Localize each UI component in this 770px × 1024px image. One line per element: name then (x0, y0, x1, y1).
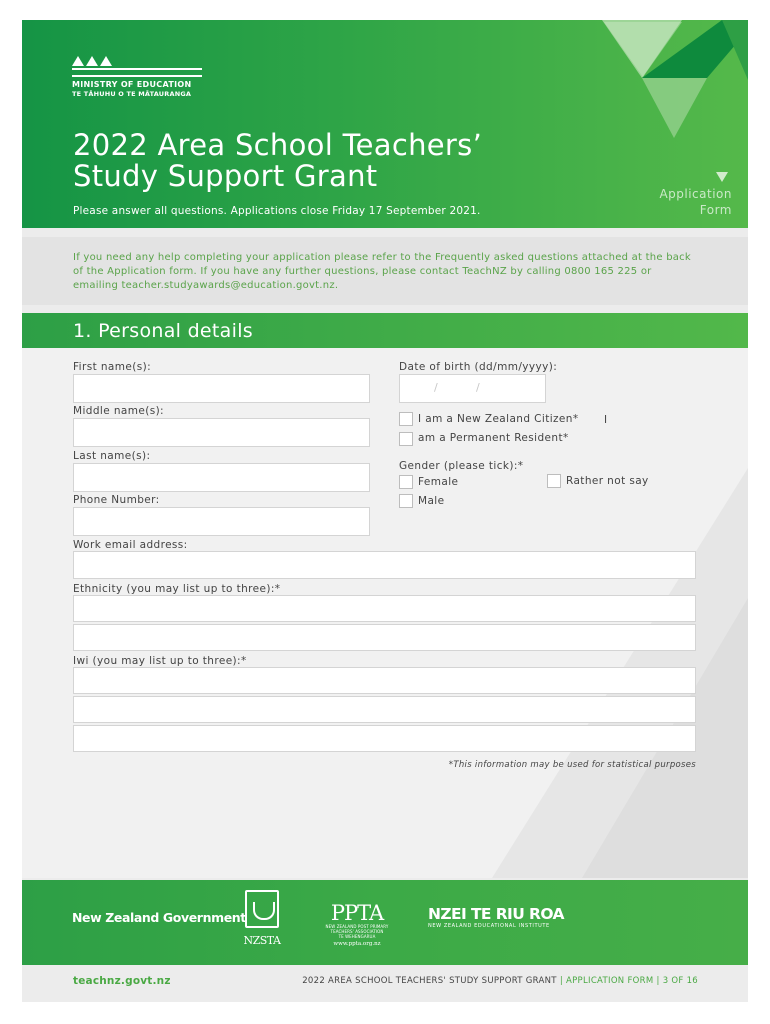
iwi-label: Iwi (you may list up to three):* (73, 655, 247, 667)
section-header (22, 313, 748, 348)
last-name-label: Last name(s): (73, 450, 151, 462)
form-page (22, 20, 748, 1002)
male-checkbox[interactable] (399, 494, 413, 508)
title-line2: Study Support Grant (73, 159, 378, 193)
page-info-kind: APPLICATION FORM (566, 976, 654, 986)
application-form-tag (659, 172, 732, 218)
header-triangles (22, 20, 748, 228)
ethnicity-label: Ethnicity (you may list up to three):* (73, 583, 281, 595)
nzsta-book-icon (245, 890, 279, 928)
tag-line1: Application (659, 187, 732, 201)
ppta-text: PPTA (330, 901, 384, 925)
site-link[interactable]: teachnz.govt.nz (73, 975, 171, 987)
page-title (73, 130, 482, 192)
nzsta-text: NZSTA (243, 934, 281, 947)
ethnicity-field-1[interactable] (73, 595, 696, 622)
logo-line1: MINISTRY OF EDUCATION (72, 80, 192, 89)
nzei-logo (428, 905, 564, 929)
triangle-down-icon (716, 172, 728, 182)
citizen-checkbox[interactable] (399, 412, 413, 426)
first-name-field[interactable] (73, 374, 370, 403)
dob-field[interactable] (399, 374, 546, 403)
phone-field[interactable] (73, 507, 370, 536)
rather-not-say-checkbox[interactable] (547, 474, 561, 488)
citizen-label: I am a New Zealand Citizen* (418, 413, 579, 425)
ppta-url: www.ppta.org.nz (333, 941, 381, 947)
statistics-note: *This information may be used for statistical purposes (448, 760, 696, 770)
personal-details-form (22, 348, 748, 878)
logo-line2: TE TĀHUHU O TE MĀTAURANGA (72, 90, 192, 98)
iwi-field-3[interactable] (73, 725, 696, 752)
middle-name-field[interactable] (73, 418, 370, 447)
ppta-small-3: TE WEHENGARUA (338, 934, 376, 939)
help-info-box: If you need any help completing your application please refer to the Frequently asked questions attached at the back of the Application form. If you have any further questions, please contact TeachNZ by calling 0800 165 225 or emailing teacher.studyawards@education.govt.nz. (22, 237, 748, 305)
page-info-sep1: | (559, 976, 563, 986)
logo-peaks-icon (72, 56, 202, 66)
nzei-text: NZEI TE RIU ROA (428, 905, 564, 923)
nz-government-logo: New Zealand Government (72, 910, 246, 925)
ppta-small-2: TEACHERS' ASSOCIATION (330, 929, 384, 934)
page-info-title: 2022 AREA SCHOOL TEACHERS' STUDY SUPPORT GRANT (302, 976, 557, 986)
male-label: Male (418, 495, 445, 507)
email-label: Work email address: (73, 539, 188, 551)
ethnicity-field-2[interactable] (73, 624, 696, 651)
section-title: 1. Personal details (73, 320, 253, 342)
triangle-mid (642, 78, 707, 138)
page-number: 3 OF 16 (662, 976, 698, 986)
female-checkbox[interactable] (399, 475, 413, 489)
citizen-or-mark: I (604, 414, 608, 426)
resident-checkbox[interactable] (399, 432, 413, 446)
footer-logos (22, 880, 748, 965)
tag-line2: Form (699, 203, 732, 217)
page-info (302, 976, 698, 986)
middle-name-label: Middle name(s): (73, 405, 164, 417)
phone-label: Phone Number: (73, 494, 160, 506)
last-name-field[interactable] (73, 463, 370, 492)
iwi-field-2[interactable] (73, 696, 696, 723)
female-label: Female (418, 476, 459, 488)
iwi-field-1[interactable] (73, 667, 696, 694)
first-name-label: First name(s): (73, 361, 152, 373)
rather-not-say-label: Rather not say (566, 475, 649, 487)
page-footer (22, 965, 748, 1002)
resident-label: am a Permanent Resident* (418, 432, 569, 444)
dob-label: Date of birth (dd/mm/yyyy): (399, 361, 558, 373)
dob-separator-2: / (476, 381, 480, 394)
nzei-small: NEW ZEALAND EDUCATIONAL INSTITUTE (428, 923, 550, 929)
email-field[interactable] (73, 551, 696, 579)
page-subtitle: Please answer all questions. Applications close Friday 17 September 2021. (73, 205, 481, 217)
nzsta-logo (242, 890, 282, 954)
header-banner (22, 20, 748, 228)
ppta-small-1: NEW ZEALAND POST PRIMARY (325, 924, 389, 929)
ministry-logo (72, 56, 202, 98)
logo-waves-icon (72, 68, 202, 77)
title-line1: 2022 Area School Teachers’ (73, 128, 483, 162)
gender-label: Gender (please tick):* (399, 460, 524, 472)
page-info-sep2: | (656, 976, 660, 986)
dob-separator-1: / (434, 381, 438, 394)
ppta-logo (322, 902, 392, 947)
